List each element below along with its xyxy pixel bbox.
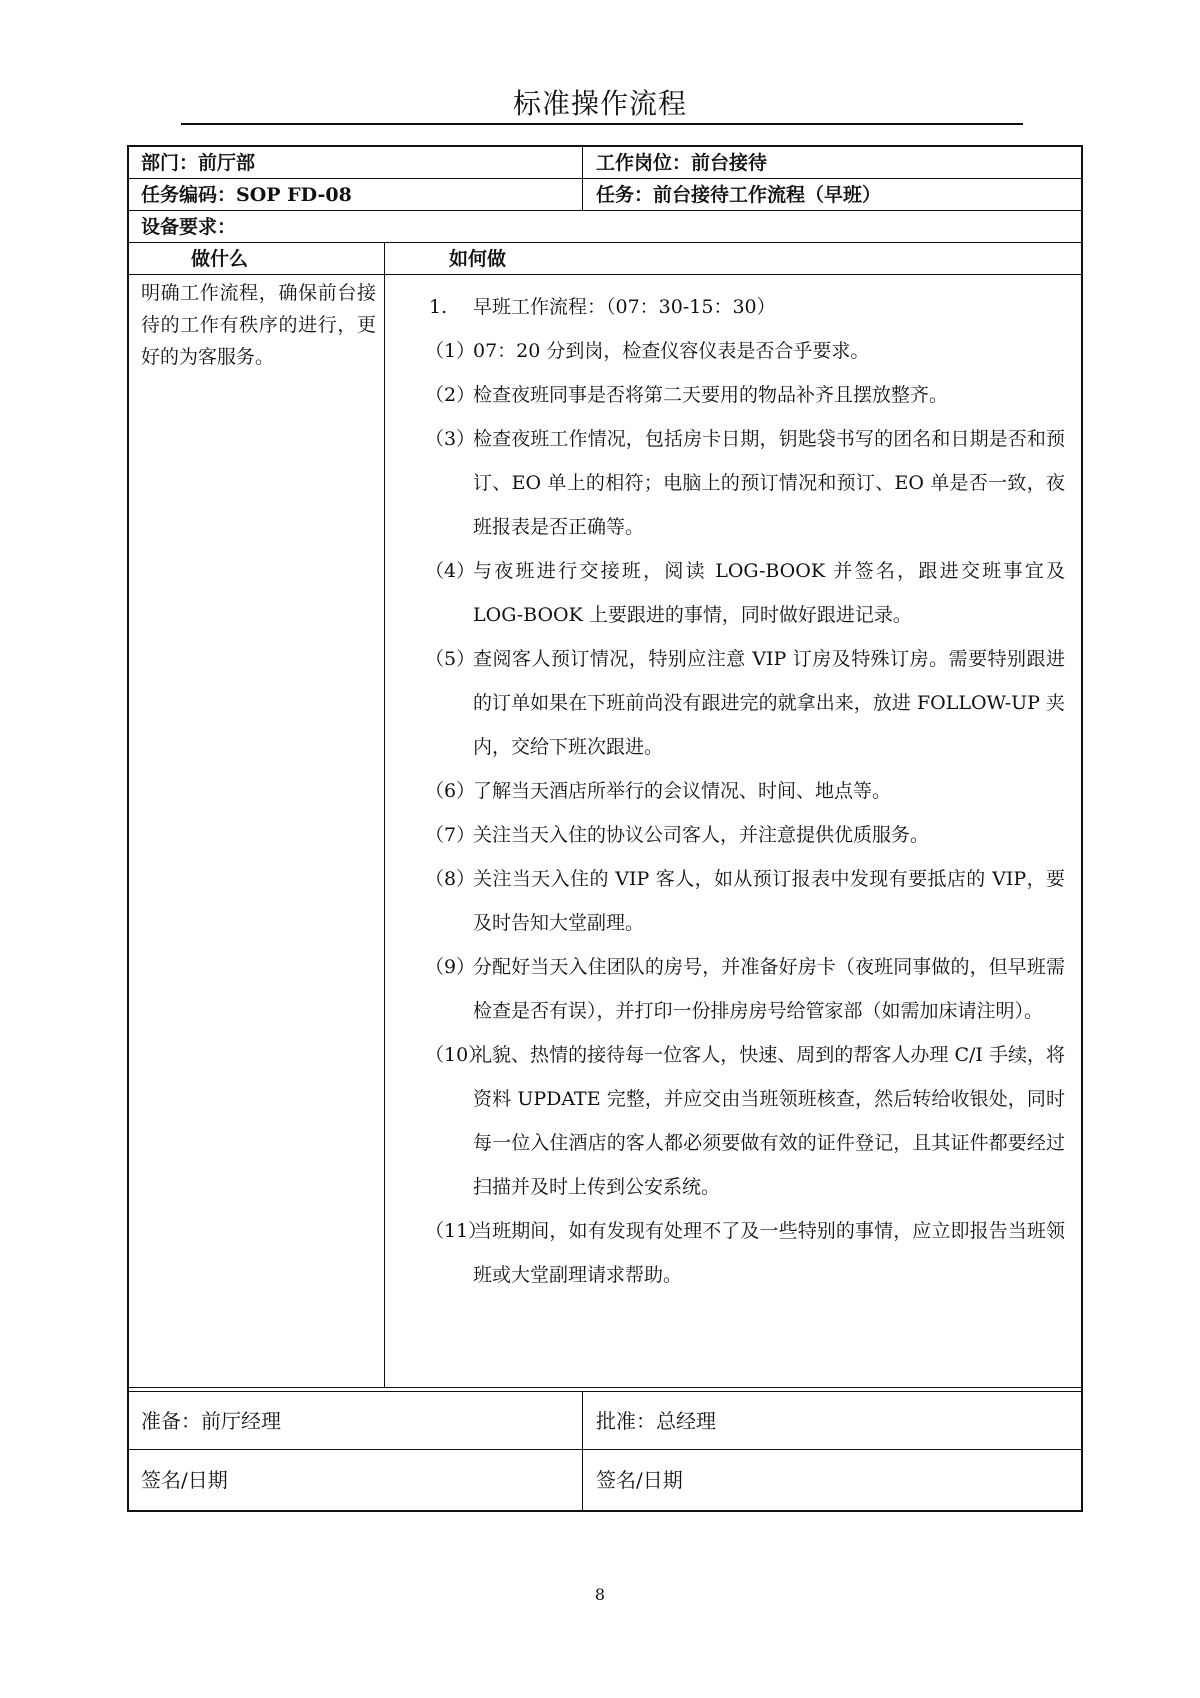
step-item <box>425 857 1065 945</box>
step-text: 检查夜班同事是否将第二天要用的物品补齐且摆放整齐。 <box>473 384 949 406</box>
step-text: 当班期间，如有发现有处理不了及一些特别的事情，应立即报告当班领班或大堂副理请求帮助。 <box>473 1220 1065 1286</box>
step-item <box>425 373 1065 417</box>
row-divider <box>129 1387 1081 1388</box>
task-label: 任务：前台接待工作流程（早班） <box>596 184 882 206</box>
step-item <box>425 769 1065 813</box>
step-number: （5） <box>425 648 476 670</box>
prepared-by: 准备：前厅经理 <box>141 1409 281 1433</box>
step-text: 查阅客人预订情况，特别应注意 VIP 订房及特殊订房。需要特别跟进的订单如果在下班前尚没有跟进完的就拿出来，放进 FOLLOW-UP 夹内，交给下班次跟进。 <box>473 648 1065 758</box>
step-number: （11） <box>425 1220 488 1242</box>
step-text: 关注当天入住的 VIP 客人，如从预订报表中发现有要抵店的 VIP，要及时告知大堂副理。 <box>473 868 1065 934</box>
steps-list <box>425 285 1065 1297</box>
step-number: （6） <box>425 780 476 802</box>
col-divider <box>582 1391 583 1510</box>
step-text: 了解当天酒店所举行的会议情况、时间、地点等。 <box>473 780 892 802</box>
step-number: （4） <box>425 560 476 582</box>
purpose-text: 明确工作流程，确保前台接待的工作有秩序的进行，更好的为客服务。 <box>141 282 376 368</box>
step-number: （10） <box>425 1044 488 1066</box>
col-divider <box>384 242 385 1387</box>
row-divider <box>129 1391 1081 1392</box>
sign-date-right: 签名/日期 <box>596 1468 683 1492</box>
intro-number: 1. <box>429 296 448 318</box>
step-text: 07：20 分到岗，检查仪容仪表是否合乎要求。 <box>473 340 870 362</box>
column-header-how: 如何做 <box>449 248 507 270</box>
row-divider <box>129 1449 1081 1450</box>
step-item <box>425 417 1065 549</box>
step-number: （9） <box>425 956 476 978</box>
page-number: 8 <box>594 1585 606 1604</box>
sign-date-left: 签名/日期 <box>141 1468 228 1492</box>
step-number: （2） <box>425 384 476 406</box>
sop-table <box>127 145 1083 1512</box>
step-item <box>425 549 1065 637</box>
equipment-label: 设备要求： <box>141 216 237 238</box>
step-number: （7） <box>425 824 476 846</box>
step-text: 礼貌、热情的接待每一位客人，快速、周到的帮客人办理 C/I 手续，将资料 UPDATE 完整，并应交由当班领班核查，然后转给收银处，同时每一位入住酒店的客人都必须要做有效的证件登记，且其证件都要经过扫描并及时上传到公安系统。 <box>473 1044 1065 1198</box>
step-item <box>425 945 1065 1033</box>
step-item <box>425 329 1065 373</box>
title-underline <box>181 123 1023 125</box>
step-text: 分配好当天入住团队的房号，并准备好房卡（夜班同事做的，但早班需检查是否有误），并打印一份排房房号给管家部（如需加床请注明）。 <box>473 956 1065 1022</box>
step-item <box>425 1209 1065 1297</box>
step-item <box>425 637 1065 769</box>
step-text: 关注当天入住的协议公司客人，并注意提供优质服务。 <box>473 824 930 846</box>
intro-line <box>425 285 1065 329</box>
department-label: 部门：前厅部 <box>141 152 256 174</box>
step-number: （3） <box>425 428 476 450</box>
step-item <box>425 1033 1065 1209</box>
approved-by: 批准：总经理 <box>596 1409 716 1433</box>
step-text: 检查夜班工作情况，包括房卡日期，钥匙袋书写的团名和日期是否和预订、EO 单上的相符；电脑上的预订情况和预订、EO 单是否一致，夜班报表是否正确等。 <box>473 428 1065 538</box>
col-divider <box>582 147 583 210</box>
step-text: 与夜班进行交接班，阅读 LOG-BOOK 并签名，跟进交班事宜及 LOG-BOOK 上要跟进的事情，同时做好跟进记录。 <box>473 560 1065 626</box>
task-code-label: 任务编码：SOP FD-08 <box>141 184 352 206</box>
step-number: （1） <box>425 340 476 362</box>
page-title: 标准操作流程 <box>512 87 687 120</box>
step-number: （8） <box>425 868 476 890</box>
step-item <box>425 813 1065 857</box>
intro-text: 早班工作流程：（07：30-15：30） <box>473 296 776 318</box>
column-header-what: 做什么 <box>191 248 249 270</box>
step-items <box>425 329 1065 1297</box>
position-label: 工作岗位：前台接待 <box>596 152 768 174</box>
